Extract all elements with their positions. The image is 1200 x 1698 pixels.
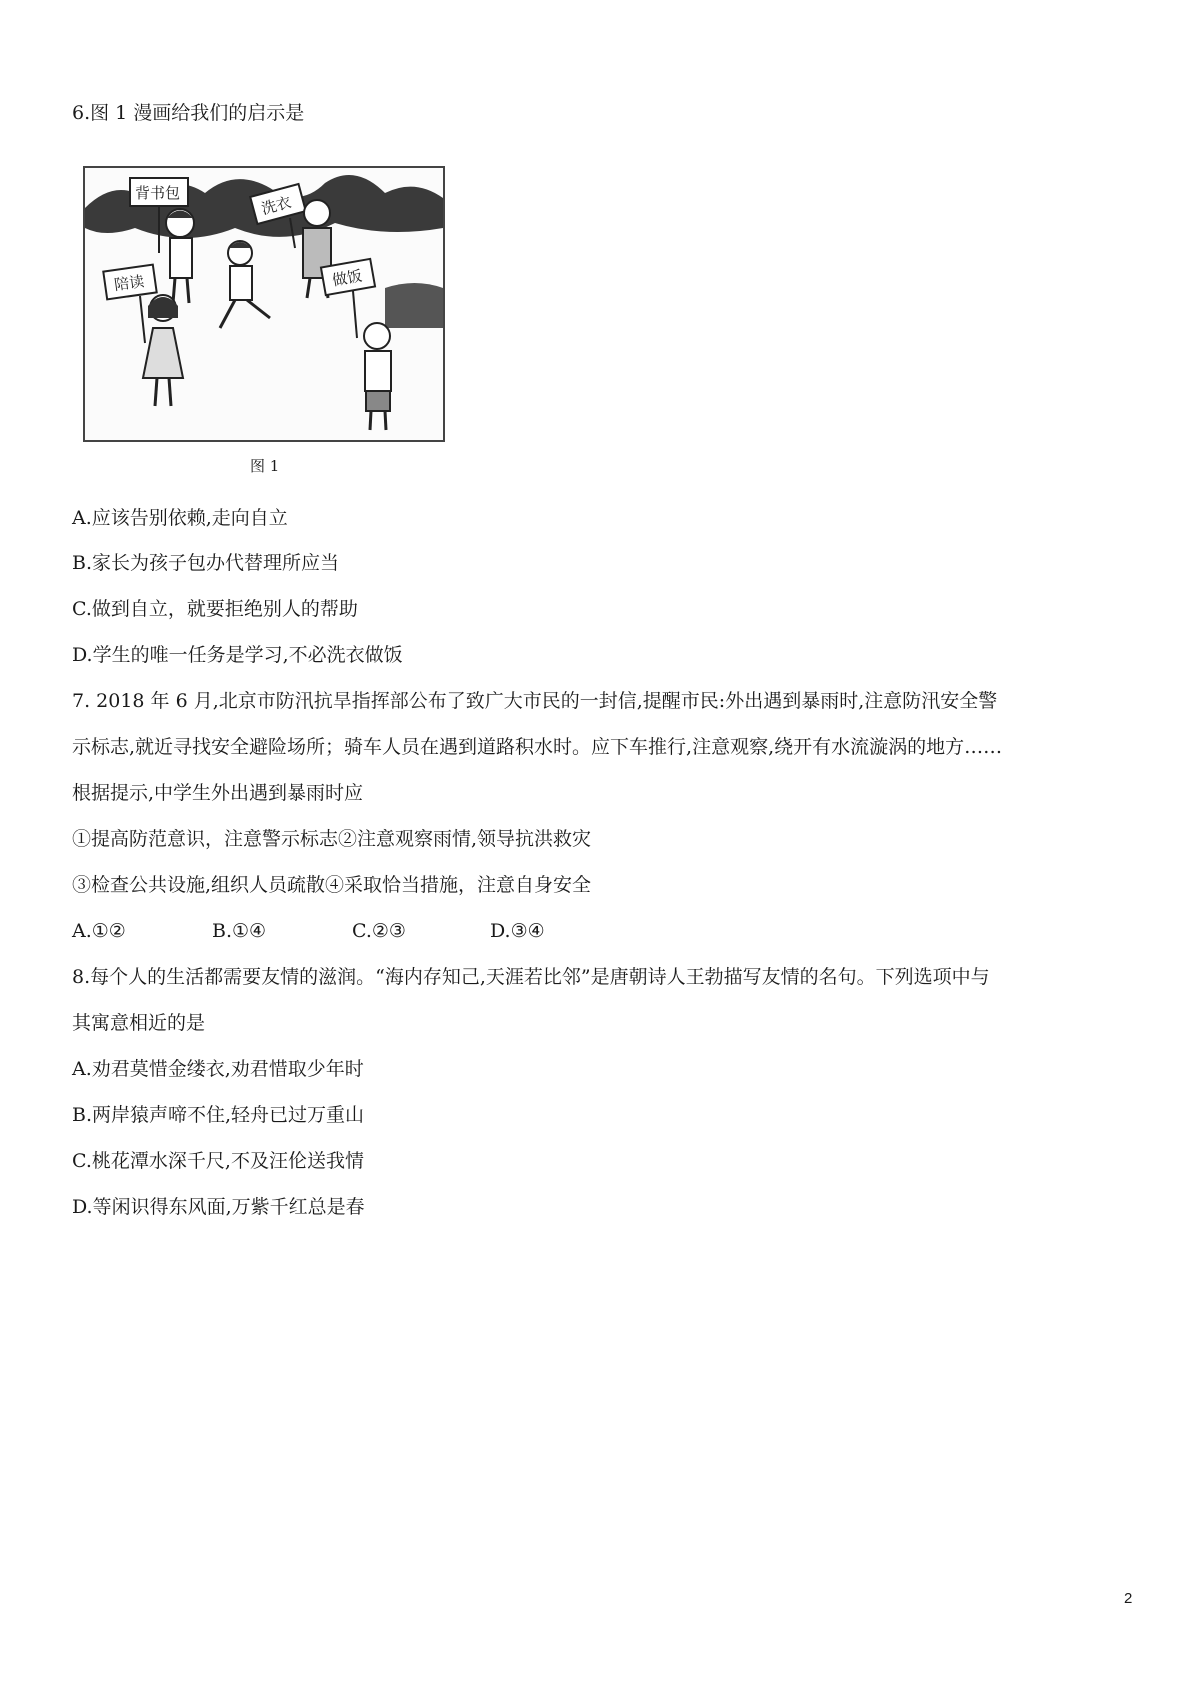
q7-statement-4: ④采取恰当措施，注意自身安全 <box>325 874 592 896</box>
q8-stem-line-1: 8.每个人的生活都需要友情的滋润。“海内存知己,天涯若比邻”是唐朝诗人王勃描写友情的名句。下列选项中与 <box>72 966 990 988</box>
q6-stem: 6.图 1 漫画给我们的启示是 <box>72 102 305 124</box>
q6-option-a: A.应该告别依赖,走向自立 <box>72 507 288 529</box>
q7-statements-row-2 <box>72 872 591 898</box>
q7-statement-2: ②注意观察雨情,领导抗洪救灾 <box>338 828 592 850</box>
q7-statements-row-1 <box>72 826 591 852</box>
q7-stem-line-2: 示标志,就近寻找安全避险场所；骑车人员在遇到道路积水时。应下车推行,注意观察,绕开有水流漩涡的地方…… <box>72 736 1003 758</box>
sign-accompany-study <box>103 265 156 343</box>
q7-options <box>72 918 545 944</box>
svg-text:洗衣: 洗衣 <box>259 192 294 219</box>
q6-option-d: D.学生的唯一任务是学习,不必洗衣做饭 <box>72 644 403 666</box>
q7-statement-1: ①提高防范意识，注意警示标志 <box>72 828 339 850</box>
q6-option-c: C.做到自立，就要拒绝别人的帮助 <box>72 598 358 620</box>
q8-option-d: D.等闲识得东风面,万紫千红总是春 <box>72 1196 365 1218</box>
figure-caption: 图 1 <box>250 457 280 475</box>
q7-option-a: A.①② <box>72 920 126 942</box>
svg-text:做饭: 做饭 <box>330 266 364 290</box>
cartoon-figure <box>83 166 445 442</box>
sign-cook <box>321 259 375 338</box>
cartoon-illustration <box>85 168 443 440</box>
q8-stem-line-2: 其寓意相近的是 <box>72 1012 206 1034</box>
q7-option-b: B.①④ <box>212 920 267 942</box>
q7-statement-3: ③检查公共设施,组织人员疏散 <box>72 874 326 896</box>
page-number: 2 <box>1124 1590 1133 1607</box>
svg-text:陪读: 陪读 <box>113 272 146 295</box>
svg-text:背书包: 背书包 <box>135 184 181 202</box>
q7-stem-line-1: 7. 2018 年 6 月,北京市防汛抗旱指挥部公布了致广大市民的一封信,提醒市民:外出遇到暴雨时,注意防汛安全警 <box>72 690 998 712</box>
q8-option-c: C.桃花潭水深千尺,不及汪伦送我情 <box>72 1150 364 1172</box>
q6-option-b: B.家长为孩子包办代替理所应当 <box>72 552 340 574</box>
q7-option-d: D.③④ <box>490 920 545 942</box>
q7-stem-line-3: 根据提示,中学生外出遇到暴雨时应 <box>72 782 364 804</box>
q7-option-c: C.②③ <box>352 920 406 942</box>
q8-option-b: B.两岸猿声啼不住,轻舟已过万重山 <box>72 1104 365 1126</box>
q8-option-a: A.劝君莫惜金缕衣,劝君惜取少年时 <box>72 1058 364 1080</box>
